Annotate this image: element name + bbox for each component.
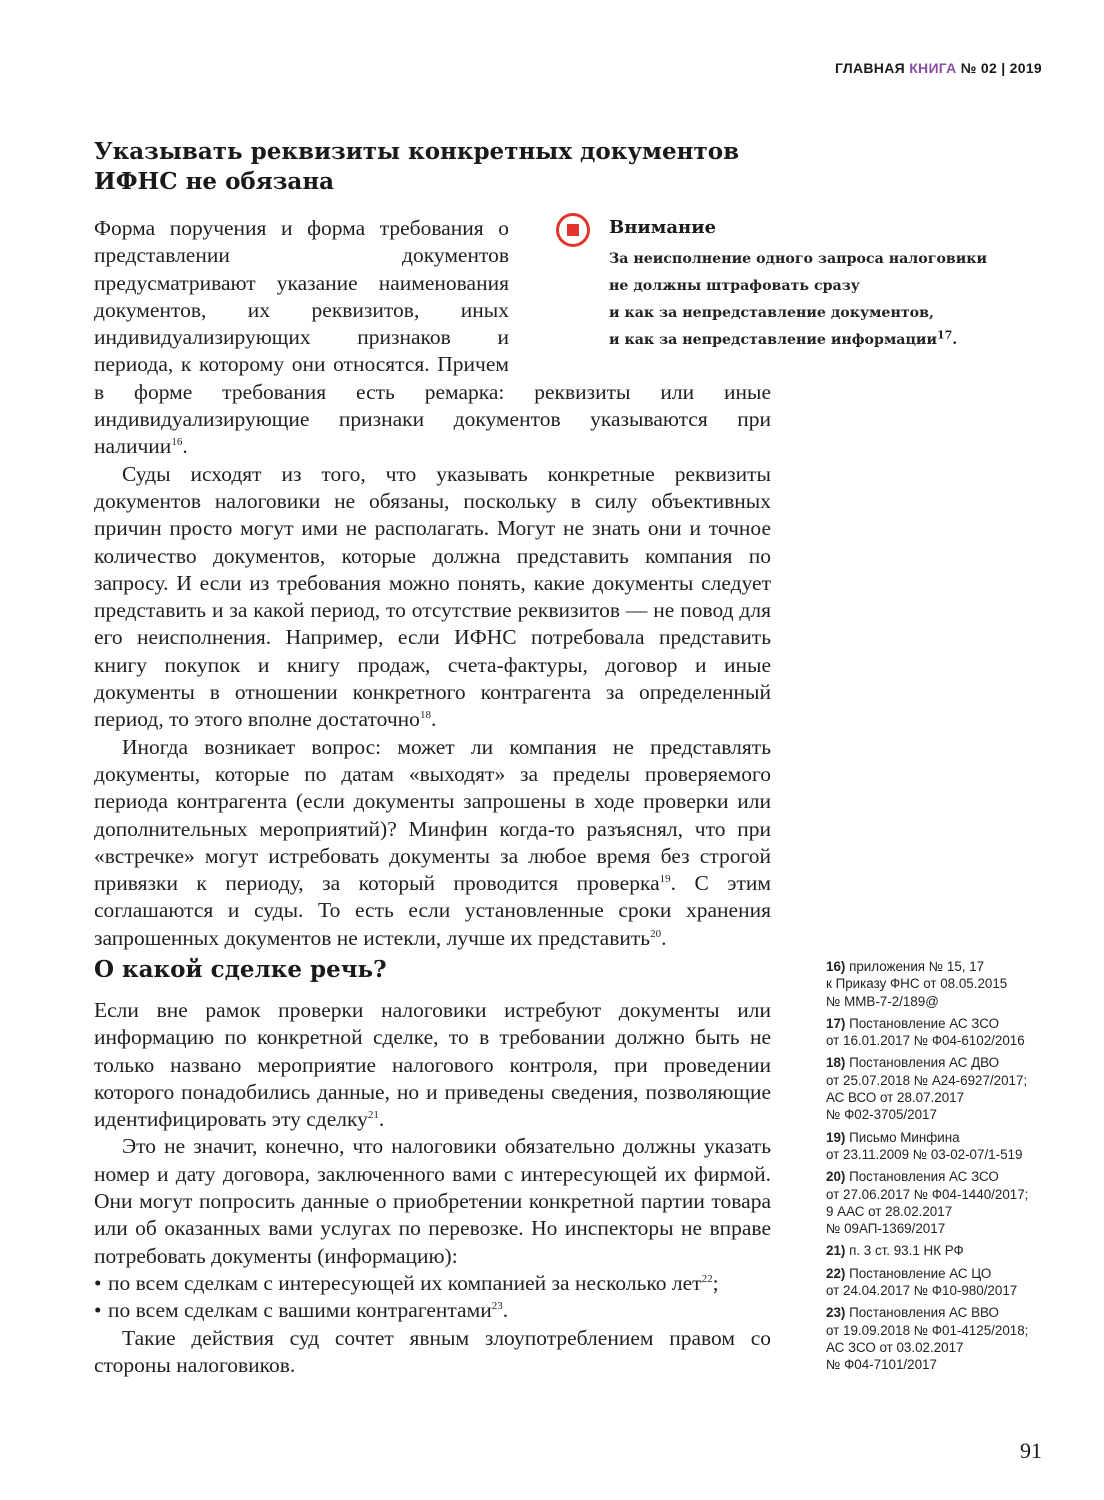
footnote-ref[interactable]: 21 <box>367 1109 379 1122</box>
footnote-item: 21) п. 3 ст. 93.1 НК РФ <box>826 1243 964 1259</box>
footnote-item: 23) Постановления АС ВВО от 19.09.2018 № Ф01-4125/2018; АС ЗСО от 03.02.2017 № Ф04-7101/2017 <box>826 1305 1029 1373</box>
footnote-number: 20) <box>826 1169 846 1185</box>
footnote-number: 17) <box>826 1015 846 1031</box>
paragraph: Форма поручения и форма требования о представлении документов предусматривают указание наименования документов, их реквизитов, иных индивидуализирующих признаков и периода, к которому они относятся. Причем в форме требования есть ремарка: реквизиты или иные индивидуализирующие признаки документов указываются при наличии$^{16}$. <box>94 216 771 459</box>
section1-heading-line2: ИФНС не обязана <box>94 168 335 195</box>
section2-body <box>94 997 771 1379</box>
attention-line: За неисполнение одного запроса налоговики <box>609 251 988 267</box>
brand-accent: КНИГА <box>909 60 957 76</box>
footnote-ref[interactable]: 19 <box>659 872 671 885</box>
footnote-ref[interactable]: 16 <box>171 436 183 449</box>
footnote-item: 22) Постановление АС ЦО от 24.04.2017 № Ф10-980/2017 <box>826 1265 1018 1299</box>
footnote-ref[interactable]: 20 <box>650 927 662 940</box>
bullet-list <box>94 1270 771 1325</box>
attention-line: и как за непредставление информации$^{17}$. <box>609 328 958 348</box>
brand-main: ГЛАВНАЯ <box>834 60 905 76</box>
footnote-number: 21) <box>826 1243 846 1259</box>
footnote-ref[interactable]: 18 <box>419 709 431 722</box>
list-item: • по всем сделкам с вашими контрагентами$^{23}$. <box>94 1297 771 1324</box>
paragraph: Суды исходят из того, что указывать конкретные реквизиты документов налоговики не обязаны, поскольку в силу объективных причин просто могут ими не располагать. Могут не знать они и точное количество документов, которые должна представить компания по запросу. И если из требования можно понять, какие документы следует представить и за какой период, то отсутствие реквизитов — не повод для его неисполнения. Например, если ИФНС потребовала представить книгу покупок и книгу продаж, счета-фактуры, договор и иные документы в отношении конкретного контрагента за определенный период, то этого вполне достаточно$^{18}$. <box>94 461 771 732</box>
footnote-item: 16) приложения № 15, 17 к Приказу ФНС от 08.05.2015 № ММВ-7-2/189@ <box>826 959 1008 1009</box>
paragraph: Иногда возникает вопрос: может ли компания не представлять документы, которые по датам «выходят» за пределы проверяемого периода контрагента (если документы запрошены в ходе проверки или дополнительных мероприятий)? Минфин когда-то разъяснял, что при «встречке» могут истребовать документы за любое время без строгой привязки к периоду, за который проводится проверка$^{19}$. С этим соглашаются и суды. То есть если установленные сроки хранения запрошенных документов не истекли, лучше их представить$^{20}$. <box>94 734 772 950</box>
section2-heading: О какой сделке речь? <box>94 956 387 983</box>
section1-heading-line1: Указывать реквизиты конкретных документов <box>94 138 740 165</box>
footnote-item: 19) Письмо Минфина от 23.11.2009 № 03-02-07/1-519 <box>826 1129 1023 1162</box>
page-number: 91 <box>1020 1438 1042 1463</box>
footnote-ref[interactable]: 17 <box>936 328 953 342</box>
footnotes <box>826 958 1051 1379</box>
footnote-ref[interactable]: 22 <box>701 1272 713 1285</box>
paragraph: Такие действия суд сочтет явным злоупотреблением правом со стороны налоговиков. <box>94 1325 771 1377</box>
footnote-number: 16) <box>826 959 846 974</box>
section1-heading <box>94 137 739 197</box>
footnote-number: 23) <box>826 1305 846 1321</box>
issue-number: № 02 | 2019 <box>960 60 1042 76</box>
footnote-item: 17) Постановление АС ЗСО от 16.01.2017 № Ф04-6102/2016 <box>826 1015 1025 1049</box>
paragraph: Это не значит, конечно, что налоговики обязательно должны указать номер и дату договора, заключенного вами с интересующей их фирмой. Они могут попросить данные о приобретении конкретной партии товара или об оказанных вами услугах по перевозке. Но инспекторы не вправе потребовать документы (информацию): <box>94 1134 771 1268</box>
footnote-number: 22) <box>826 1265 846 1281</box>
attention-line: не должны штрафовать сразу <box>609 278 860 294</box>
footnote-number: 18) <box>826 1055 846 1071</box>
section1-body <box>94 215 771 952</box>
list-item: • по всем сделкам с интересующей их компанией за несколько лет$^{22}$; <box>94 1270 771 1297</box>
attention-line: и как за непредставление документов, <box>609 305 934 321</box>
footnote-item: 20) Постановления АС ЗСО от 27.06.2017 № Ф04-1440/2017; 9 ААС от 28.02.2017 № 09АП-1369/2017 <box>826 1169 1029 1237</box>
footnote-ref[interactable]: 23 <box>491 1300 503 1313</box>
footnote-item: 18) Постановления АС ДВО от 25.07.2018 № А24-6927/2017; АС ВСО от 28.07.2017 № Ф02-3705/2017 <box>826 1055 1028 1123</box>
footnote-number: 19) <box>826 1129 846 1145</box>
attention-title: Внимание <box>609 217 717 238</box>
masthead <box>835 60 1042 76</box>
paragraph: Если вне рамок проверки налоговики истребуют документы или информацию по конкретной сделке, то в требовании должно быть не только названо мероприятие налогового контроля, при проведении которого понадобились данные, но и приведены сведения, позволяющие идентифицировать эту сделку$^{21}$. <box>94 998 771 1132</box>
